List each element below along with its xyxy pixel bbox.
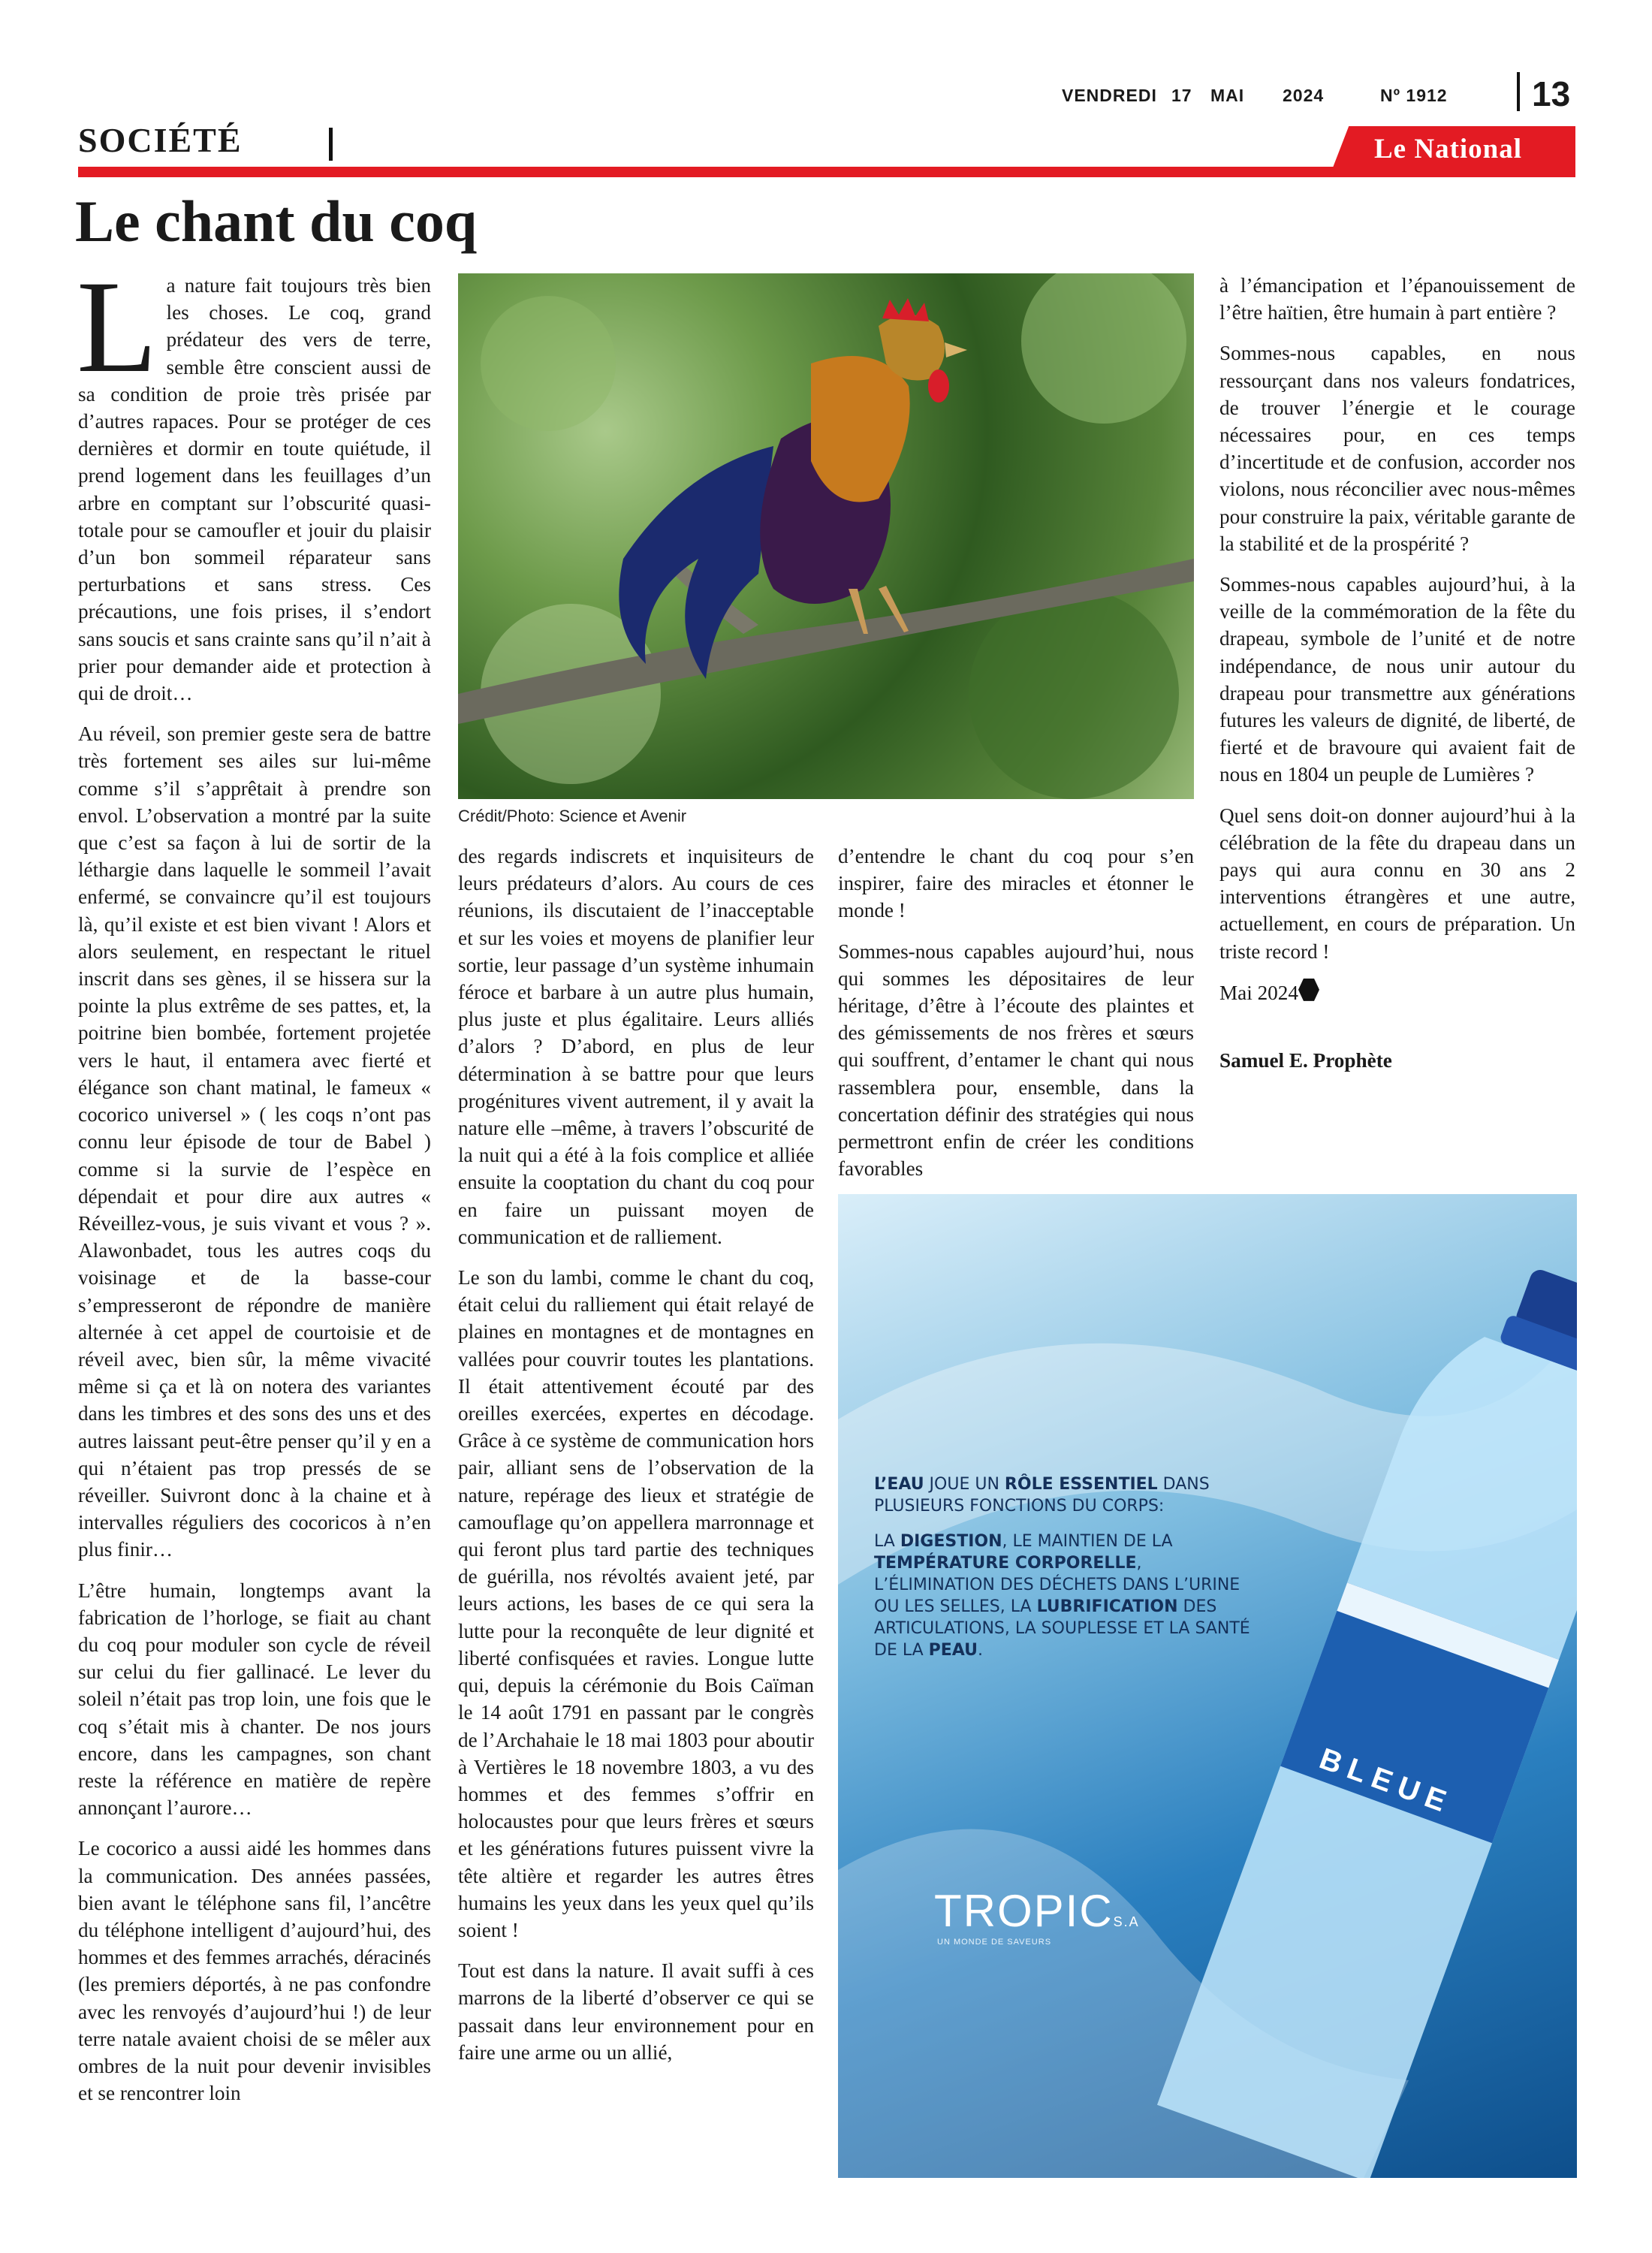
newspaper-brand: Le National [1374, 134, 1523, 164]
section-divider [329, 128, 333, 161]
article-column-3 [838, 843, 1194, 1196]
ad-emph: PEAU [928, 1641, 978, 1660]
issue-day: VENDREDI [1062, 86, 1157, 105]
paragraph: Sommes-nous capables aujourd’hui, nous qui sommes les dépositaires de leur héritage, d’être à l’écoute des plaintes et des gémissements de nos frères et sœurs qui souffrent, d’entamer le chant qui nous rassemblera pour, ensemble, dans la concertation définir des stratégies qui nous permettront enfin de créer les conditions favorables [838, 940, 1194, 1181]
paragraph: d’entendre le chant du coq pour s’en inspirer, faire des miracles et étonner le monde ! [838, 845, 1194, 922]
drop-cap: L [77, 254, 158, 400]
dateline [1219, 979, 1575, 1006]
ad-emph: DIGESTION [900, 1532, 1002, 1551]
tropic-suffix: S.A [1113, 1914, 1140, 1929]
photo-credit: Crédit/Photo: Science et Avenir [458, 807, 687, 825]
ad-text: . [978, 1641, 984, 1660]
paragraph: Le son du lambi, comme le chant du coq, était celui du ralliement qui était relayé de plaines en montagnes et de montagnes en vallées pour couvrir toutes les plantations. Il était attentivement écouté par des oreilles exercées, expertes en décodage. Grâce à ce système de communication hors pair, alliant sens de l’observation de la nature, repérage des lieux et stratégie de camouflage qu’on appellera marronnage et qui feront plus tard partie des techniques de guérilla, nos révoltés avaient jeté, par leurs actions, les bases de ce qui sera la lutte pour la reconquête de leur dignité et liberté confisquées et ravies. Longue lutte qui, depuis la cérémonie du Bois Caïman le 14 août 1791 en passant par le congrès de l’Archahaie le 18 mai 1803 pour aboutir à Vertières le 18 novembre 1803, a vu des hommes et des femmes s’offrir en holocaustes pour que leurs frères et sœurs et les générations futures puissent vivre la tête altière et regarder les autres êtres humains les yeux dans les yeux quel qu’ils soient ! [458, 1266, 814, 1941]
paragraph: Le cocorico a aussi aidé les hommes dans la communication. Des années passées, bien avant le téléphone sans fil, l’ancêtre du téléphone intelligent d’aujourd’hui, des hommes et des femmes arrachés, déracinés (les premiers déportés, à ne pas confondre avec les renvoyés d’aujourd’hui !) de leur terre natale avaient choisi de se mêler aux ombres de la nuit pour devenir invisibles et se rencontrer loin [78, 1837, 431, 2105]
paragraph: Au réveil, son premier geste sera de battre très fortement ses ailes sur lui-même comme s’il s’apprêtait à prendre son envol. L’observation a montré par la suite que c’est sa façon à lui de sortir de la léthargie dans laquelle le sommeil l’avait enfermé, se convaincre qu’il est toujours là, qu’il existe et est bien vivant ! Alors et alors seulement, en respectant le rituel inscrit dans ses gènes, il se hissera sur la pointe la plus extrême de ses pattes, et, la poitrine bien bombée, fortement projetée vers le haut, il entamera avec fierté et élégance son chant matinal, le fameux « cocorico universel » ( les coqs n’ont pas connu leur épisode de tour de Babel ) comme si la survie de l’espèce en dépendait et pour dire aux autres « Réveillez-vous, je suis vivant et vous ? ». Alawonbadet, tous les autres coqs du voisinage et de la basse-cour s’empresseront de répondre de manière alternée à cet appel de courtoisie et de réveil avec, bien sûr, la même vivacité même si ça et là on notera des variantes dans les timbres et des sons des uns et des autres laissant peut-être penser qu’il y en a qui n’étaient pas trop pressés de se réveiller. Suivront donc à la chaine et à intervalles réguliers des cocoricos à n’en plus finir… [78, 722, 431, 1561]
article-column-1 [77, 254, 431, 2120]
ad-text: LA [874, 1532, 900, 1551]
lead-text: a nature fait toujours très bien les choses. Le coq, grand prédateur des vers de terre, semble être conscient aussi de sa condition de proie très prisée par d’autres rapaces. Pour se protéger de ces dernières et dormir en toute quiétude, il prend logement dans les feuillages d’un arbre en comptant sur l’obscurité quasi-totale pour se camoufler et jouir du plaisir d’un bon sommeil réparateur sans perturbations et sans stress. Ces précautions, une fois prises, il s’endort sans soucis et sans crainte sans qu’il n’ait à prier pour demander aide et protection à qui de droit… [78, 274, 431, 705]
article-column-4 [1219, 272, 1575, 1087]
ad-emph: LUBRIFICATION [1036, 1597, 1178, 1616]
section-title: SOCIÉTÉ [78, 121, 243, 159]
tropic-logo [934, 1885, 1140, 1937]
article-column-2 [458, 843, 814, 2080]
page-number-divider [1517, 72, 1520, 111]
ad-headline [874, 1473, 1265, 1517]
paragraph: à l’émancipation et l’épanouissement de l’être haïtien, être humain à part entière ? [1219, 274, 1575, 324]
issue-date-number: 17 [1171, 86, 1192, 105]
issue-month: MAI [1210, 86, 1245, 105]
ad-background-art [838, 1194, 1577, 2178]
rooster-photo [458, 273, 1194, 799]
page-number: 13 [1532, 74, 1571, 113]
ad-text: DES ARTICULATIONS, LA SOUPLESSE ET LA SANTÉ DE LA [874, 1597, 1250, 1660]
tropic-tagline: UN MONDE DE SAVEURS [937, 1938, 1052, 1947]
issue-number: Nº 1912 [1380, 86, 1448, 105]
ad-text: , L’ÉLIMINATION DES DÉCHETS DANS L’URINE OU LES SELLES, LA [874, 1554, 1241, 1616]
ad-text: DANS PLUSIEURS FONCTIONS DU CORPS: [874, 1475, 1210, 1516]
ad-emph: RÔLE ESSENTIEL [1004, 1475, 1158, 1494]
ad-text: , LE MAINTIEN DE LA [1002, 1532, 1173, 1551]
paragraph: Sommes-nous capables aujourd’hui, à la veille de la commémoration de la fête du drapeau, symbole de l’unité et de notre indépendance, de nous unir autour du drapeau pour transmettre aux générations futures les valeurs de dignité, de liberté, de fierté et de bravoure qui avaient fait de nous en 1804 un peuple de Lumières ? [1219, 573, 1575, 786]
paragraph: Tout est dans la nature. Il avait suffi à ces marrons de la liberté d’observer ce qui se passait dans leur environnement pour en faire une arme ou un allié, [458, 1959, 814, 2064]
ad-emph: L’EAU [874, 1475, 924, 1494]
paragraph: Quel sens doit-on donner aujourd’hui à la célébration de la fête du drapeau dans un pays qui aura connu en 30 ans 2 interventions étrangères et une autre, actuellement, en cours de préparation. Un triste record ! [1219, 804, 1575, 963]
lead-paragraph [77, 254, 431, 707]
water-advertisement [838, 1194, 1577, 2178]
ad-emph: TEMPÉRATURE CORPORELLE [874, 1554, 1137, 1573]
article-title: Le chant du coq [75, 189, 478, 254]
author-name: Samuel E. Prophète [1219, 1049, 1392, 1072]
ad-copy [874, 1473, 1265, 1675]
paragraph: des regards indiscrets et inquisiteurs de leurs prédateurs d’alors. Au cours de ces réunions, ils discutaient de l’inacceptable et sur les voies et moyens de planifier leur sortie, leur passage d’un système inhumain féroce et barbare à un autre plus humain, plus juste et plus égalitaire. Leurs alliés d’alors ? D’abord, en plus de leur détermination à se battre pour que leurs progénitures vivent autrement, il y avait la nature elle –même, à travers l’obscurité de la nuit qui a été à la fois complice et alliée ensuite la cooptation du chant du coq pour en faire un puissant moyen de communication et de ralliement. [458, 845, 814, 1248]
ad-text: JOUE UN [924, 1475, 1005, 1494]
tropic-brand: TROPIC [934, 1886, 1114, 1936]
paragraph: Sommes-nous capables, en nous ressourçant dans nos valeurs fondatrices, de trouver l’énergie et le courage nécessaires pour, en ces temps d’incertitude et de confusion, accorder nos violons, nous réconcilier avec nous-mêmes pour construire la paix, véritable garante de la stabilité et de la prospérité ? [1219, 342, 1575, 555]
ad-body [874, 1531, 1265, 1661]
paragraph: L’être humain, longtemps avant la fabrication de l’horloge, se fiait au chant du coq pour moduler son cycle de réveil sur celui du fier gallinacé. Le lever du soleil n’était pas trop loin, une fois que le coq s’était mis à chanter. De nos jours encore, dans les campagnes, son chant reste la référence en matière de repère annonçant l’aurore… [78, 1579, 431, 1820]
issue-year: 2024 [1283, 86, 1325, 105]
bottle-label: BLEUE [1315, 1742, 1458, 1821]
hexagon-bullet-icon [1298, 979, 1319, 1001]
dateline-text: Mai 2024 [1219, 981, 1298, 1004]
rooster-illustration [458, 273, 1194, 799]
